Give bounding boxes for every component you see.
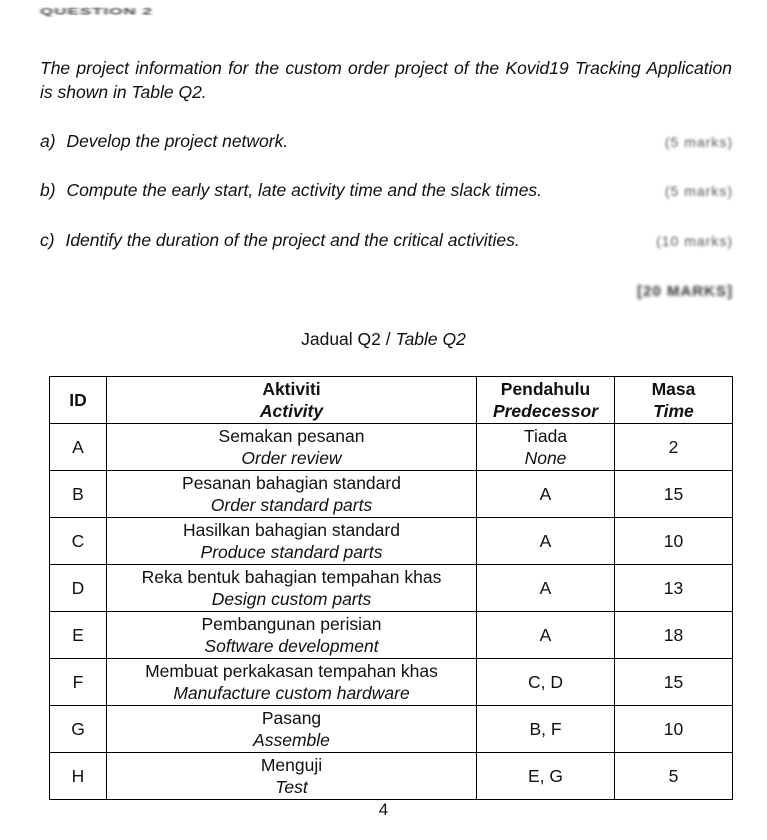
cell-id: F bbox=[50, 659, 107, 706]
table-row bbox=[50, 424, 733, 471]
cell-id: A bbox=[50, 424, 107, 471]
cell-id: D bbox=[50, 565, 107, 612]
question-text: Compute the early start, late activity time and the slack times. bbox=[66, 180, 543, 200]
cell-id: H bbox=[50, 753, 107, 800]
cell-predecessor bbox=[477, 753, 615, 800]
cell-predecessor bbox=[477, 518, 615, 565]
header-predecessor bbox=[477, 377, 615, 424]
table-row bbox=[50, 518, 733, 565]
table-row bbox=[50, 471, 733, 518]
activity-malay: Hasilkan bahagian standard bbox=[183, 520, 400, 540]
activity-english: Software development bbox=[204, 636, 379, 656]
header-time bbox=[615, 377, 733, 424]
activity-malay: Membuat perkakasan tempahan khas bbox=[145, 661, 438, 681]
caption-separator: / bbox=[380, 329, 396, 349]
table-header-row bbox=[50, 377, 733, 424]
cell-predecessor bbox=[477, 471, 615, 518]
predecessor-malay: Tiada bbox=[523, 426, 568, 446]
cell-time: 2 bbox=[615, 424, 733, 471]
cell-predecessor bbox=[477, 612, 615, 659]
cell-time: 15 bbox=[615, 659, 733, 706]
activity-english: Design custom parts bbox=[211, 589, 372, 609]
cell-time: 5 bbox=[615, 753, 733, 800]
activity-malay: Pesanan bahagian standard bbox=[182, 473, 401, 493]
table-row bbox=[50, 706, 733, 753]
activity-malay: Reka bentuk bahagian tempahan khas bbox=[141, 567, 442, 587]
activity-table bbox=[49, 376, 733, 800]
page-number: 4 bbox=[378, 800, 389, 819]
header-activity bbox=[107, 377, 477, 424]
header-time-english: Time bbox=[653, 401, 694, 421]
predecessor-malay: C, D bbox=[528, 672, 563, 692]
predecessor-malay: A bbox=[539, 578, 552, 598]
caption-malay: Jadual Q2 bbox=[301, 329, 381, 349]
activity-english: Produce standard parts bbox=[200, 542, 383, 562]
cell-predecessor bbox=[477, 565, 615, 612]
question-label: a) bbox=[40, 131, 56, 151]
question-text: Develop the project network. bbox=[66, 131, 289, 151]
header-pred-english: Predecessor bbox=[492, 401, 599, 421]
cell-time: 10 bbox=[615, 518, 733, 565]
marks-b: (5 marks) bbox=[664, 183, 733, 199]
cell-predecessor bbox=[477, 706, 615, 753]
question-b bbox=[40, 180, 542, 201]
question-heading: QUESTION 2 bbox=[40, 6, 153, 17]
header-activity-malay: Aktiviti bbox=[262, 379, 321, 399]
cell-time: 10 bbox=[615, 706, 733, 753]
table-row bbox=[50, 659, 733, 706]
table-caption bbox=[0, 329, 767, 350]
cell-id: E bbox=[50, 612, 107, 659]
cell-activity bbox=[107, 518, 477, 565]
total-marks: [20 MARKS] bbox=[637, 283, 733, 300]
cell-id: C bbox=[50, 518, 107, 565]
cell-predecessor bbox=[477, 424, 615, 471]
marks-a: (5 marks) bbox=[664, 134, 733, 150]
activity-english: Order standard parts bbox=[210, 495, 373, 515]
header-time-malay: Masa bbox=[651, 379, 696, 399]
predecessor-malay: A bbox=[539, 484, 552, 504]
cell-id: B bbox=[50, 471, 107, 518]
marks-c: (10 marks) bbox=[656, 233, 733, 249]
question-c bbox=[40, 230, 520, 251]
predecessor-malay: A bbox=[539, 531, 552, 551]
cell-activity bbox=[107, 753, 477, 800]
activity-malay: Pasang bbox=[261, 708, 322, 728]
question-a bbox=[40, 131, 288, 152]
activity-english: Order review bbox=[241, 448, 342, 468]
question-label: c) bbox=[40, 230, 55, 250]
predecessor-malay: E, G bbox=[527, 766, 563, 786]
cell-activity bbox=[107, 706, 477, 753]
cell-activity bbox=[107, 565, 477, 612]
cell-time: 15 bbox=[615, 471, 733, 518]
activity-malay: Semakan pesanan bbox=[218, 426, 365, 446]
cell-time: 13 bbox=[615, 565, 733, 612]
activity-english: Assemble bbox=[253, 730, 330, 750]
predecessor-malay: B, F bbox=[529, 719, 562, 739]
predecessor-malay: A bbox=[539, 625, 552, 645]
cell-activity bbox=[107, 471, 477, 518]
cell-activity bbox=[107, 424, 477, 471]
caption-english: Table Q2 bbox=[395, 329, 466, 349]
question-text: Identify the duration of the project and the critical activities. bbox=[65, 230, 520, 250]
activity-malay: Pembangunan perisian bbox=[201, 614, 382, 634]
cell-predecessor bbox=[477, 659, 615, 706]
activity-english: Manufacture custom hardware bbox=[173, 683, 410, 703]
cell-id: G bbox=[50, 706, 107, 753]
table-row bbox=[50, 612, 733, 659]
question-label: b) bbox=[40, 180, 56, 200]
intro-paragraph: The project information for the custom order project of the Kovid19 Tracking Application is shown in Table Q2. bbox=[40, 58, 732, 102]
header-activity-english: Activity bbox=[259, 401, 324, 421]
cell-time: 18 bbox=[615, 612, 733, 659]
activity-english: Test bbox=[275, 777, 308, 797]
predecessor-english: None bbox=[524, 448, 567, 468]
header-pred-malay: Pendahulu bbox=[500, 379, 591, 399]
activity-malay: Menguji bbox=[260, 755, 323, 775]
table-row bbox=[50, 753, 733, 800]
cell-activity bbox=[107, 659, 477, 706]
table-row bbox=[50, 565, 733, 612]
header-id: ID bbox=[50, 377, 107, 424]
cell-activity bbox=[107, 612, 477, 659]
